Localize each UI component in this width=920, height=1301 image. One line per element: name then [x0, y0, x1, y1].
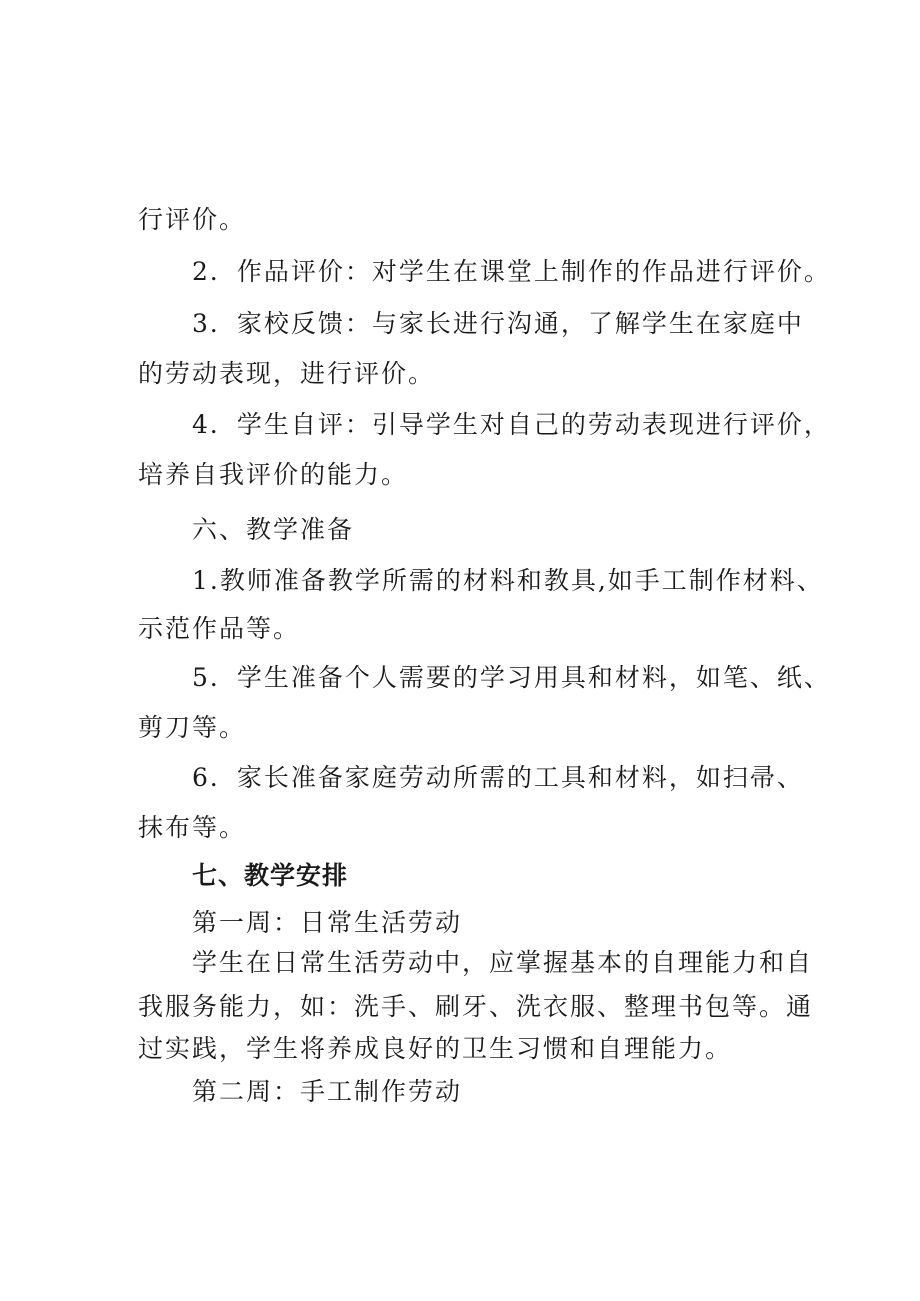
text-line-item-4: 4．学生自评：引导学生对自己的劳动表现进行评价，: [192, 410, 831, 439]
text-line-week-1-cont2: 过实践，学生将养成良好的卫生习惯和自理能力。: [138, 1034, 733, 1063]
text-line-item-3-cont: 的劳动表现，进行评价。: [138, 359, 436, 388]
text-line-item-2: 2．作品评价：对学生在课堂上制作的作品进行评价。: [192, 257, 831, 286]
text-line-continuation: 行评价。: [138, 205, 247, 234]
text-line-week-1: 学生在日常生活劳动中，应掌握基本的自理能力和自: [192, 948, 814, 977]
text-line-prep-6-cont: 抹布等。: [138, 813, 247, 842]
text-line-prep-6: 6．家长准备家庭劳动所需的工具和材料，如扫帚、: [192, 763, 804, 792]
section-heading-7: 七、教学安排: [192, 861, 349, 890]
text-line-week-1-cont: 我服务能力，如：洗手、刷牙、洗衣服、整理书包等。通: [138, 992, 814, 1021]
week-1-title: 第一周：日常生活劳动: [192, 908, 463, 937]
text-line-prep-1-cont: 示范作品等。: [138, 614, 301, 643]
text-line-prep-1: 1.教师准备教学所需的材料和教具,如手工制作材料、: [192, 566, 824, 595]
week-2-title: 第二周：手工制作劳动: [192, 1077, 463, 1106]
text-line-item-3: 3．家校反馈：与家长进行沟通，了解学生在家庭中: [192, 309, 804, 338]
text-line-prep-5: 5．学生准备个人需要的学习用具和材料，如笔、纸、: [192, 663, 831, 692]
section-heading-6: 六、教学准备: [192, 515, 355, 544]
text-line-item-4-cont: 培养自我评价的能力。: [138, 460, 409, 489]
text-line-prep-5-cont: 剪刀等。: [138, 713, 247, 742]
